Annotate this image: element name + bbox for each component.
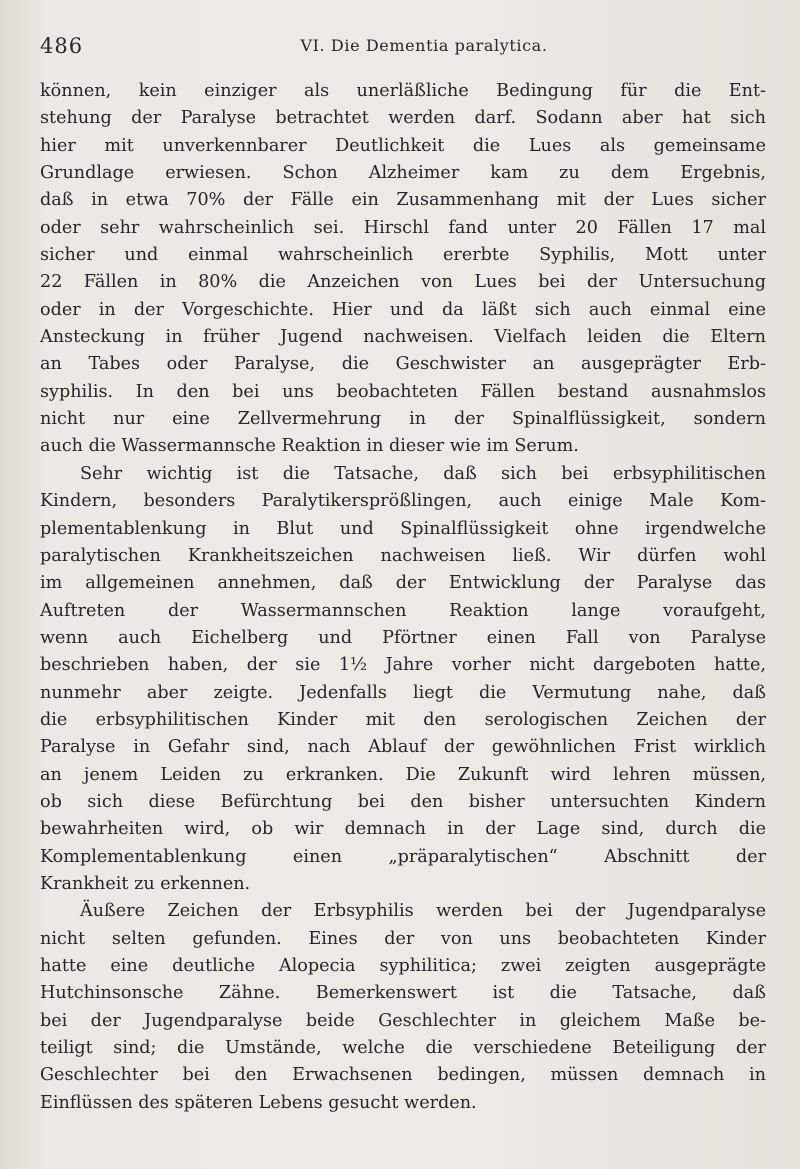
page-number: 486	[40, 34, 84, 58]
text-line: nicht nur eine Zellvermehrung in der Spinalflüssigkeit, sondern	[40, 409, 766, 430]
text-line: die erbsyphilitischen Kinder mit den serologischen Zeichen der	[40, 709, 766, 730]
text-line: im allgemeinen annehmen, daß der Entwicklung der Paralyse das	[40, 573, 766, 594]
text-line: Einflüssen des späteren Lebens gesucht werden.	[40, 1092, 477, 1113]
text-line: sicher und einmal wahrscheinlich ererbte Syphilis, Mott unter	[40, 245, 766, 266]
text-line: Sehr wichtig ist die Tatsache, daß sich bei erbsyphilitischen	[80, 463, 766, 484]
paragraph	[40, 898, 766, 1117]
text-line: stehung der Paralyse betrachtet werden darf. Sodann aber hat sich	[40, 108, 766, 129]
text-line: Äußere Zeichen der Erbsyphilis werden bei der Jugendparalyse	[80, 901, 766, 922]
text-line: plementablenkung in Blut und Spinalflüssigkeit ohne irgendwelche	[40, 518, 766, 539]
text-line: Paralyse in Gefahr sind, nach Ablauf der gewöhnlichen Frist wirklich	[40, 737, 766, 758]
text-line: wenn auch Eichelberg und Pförtner einen Fall von Paralyse	[40, 627, 766, 648]
text-line: Grundlage erwiesen. Schon Alzheimer kam zu dem Ergebnis,	[40, 163, 766, 184]
text-line: Geschlechter bei den Erwachsenen bedingen, müssen demnach in	[40, 1065, 766, 1086]
text-line: syphilis. In den bei uns beobachteten Fällen bestand ausnahmslos	[40, 381, 766, 402]
text-line: 22 Fällen in 80% die Anzeichen von Lues bei der Untersuchung	[40, 272, 766, 293]
text-line: auch die Wassermannsche Reaktion in dieser wie im Serum.	[40, 436, 579, 457]
text-line: hier mit unverkennbarer Deutlichkeit die Lues als gemeinsame	[40, 135, 766, 156]
text-line: Komplementablenkung einen „präparalytischen“ Abschnitt der	[40, 846, 766, 867]
text-line: Kindern, besonders Paralytikersprößlingen, auch einige Male Kom-	[40, 491, 766, 512]
text-line: an jenem Leiden zu erkranken. Die Zukunft wird lehren müssen,	[40, 764, 766, 785]
page-header	[40, 34, 768, 60]
body-text	[40, 78, 766, 1117]
text-line: daß in etwa 70% der Fälle ein Zusammenhang mit der Lues sicher	[40, 190, 766, 211]
text-line: ob sich diese Befürchtung bei den bisher untersuchten Kindern	[40, 791, 766, 812]
paragraph	[40, 78, 766, 461]
text-line: beschrieben haben, der sie 1½ Jahre vorher nicht dargeboten hatte,	[40, 655, 766, 676]
text-line: hatte eine deutliche Alopecia syphilitica; zwei zeigten ausgeprägte	[40, 956, 766, 976]
text-line: Krankheit zu erkennen.	[40, 873, 251, 894]
text-line: an Tabes oder Paralyse, die Geschwister an ausgeprägter Erb-	[40, 354, 766, 375]
text-line: Auftreten der Wassermannschen Reaktion lange voraufgeht,	[40, 600, 766, 621]
running-title: VI. Die Dementia paralytica.	[300, 36, 548, 55]
text-line: oder sehr wahrscheinlich sei. Hirschl fand unter 20 Fällen 17 mal	[40, 217, 766, 238]
text-line: nicht selten gefunden. Eines der von uns beobachteten Kinder	[40, 928, 766, 949]
text-line: bei der Jugendparalyse beide Geschlechter in gleichem Maße be-	[40, 1010, 766, 1031]
paragraph	[40, 461, 766, 899]
text-line: paralytischen Krankheitszeichen nachweisen ließ. Wir dürfen wohl	[40, 545, 766, 566]
text-line: bewahrheiten wird, ob wir demnach in der Lage sind, durch die	[40, 819, 766, 840]
text-line: können, kein einziger als unerläßliche Bedingung für die Ent-	[40, 81, 766, 101]
text-line: Hutchinsonsche Zähne. Bemerkenswert ist die Tatsache, daß	[40, 983, 766, 1004]
text-line: nunmehr aber zeigte. Jedenfalls liegt die Vermutung nahe, daß	[40, 682, 766, 703]
text-line: teiligt sind; die Umstände, welche die verschiedene Beteiligung der	[40, 1038, 766, 1059]
text-line: oder in der Vorgeschichte. Hier und da läßt sich auch einmal eine	[40, 299, 766, 320]
text-line: Ansteckung in früher Jugend nachweisen. Vielfach leiden die Eltern	[40, 327, 766, 348]
